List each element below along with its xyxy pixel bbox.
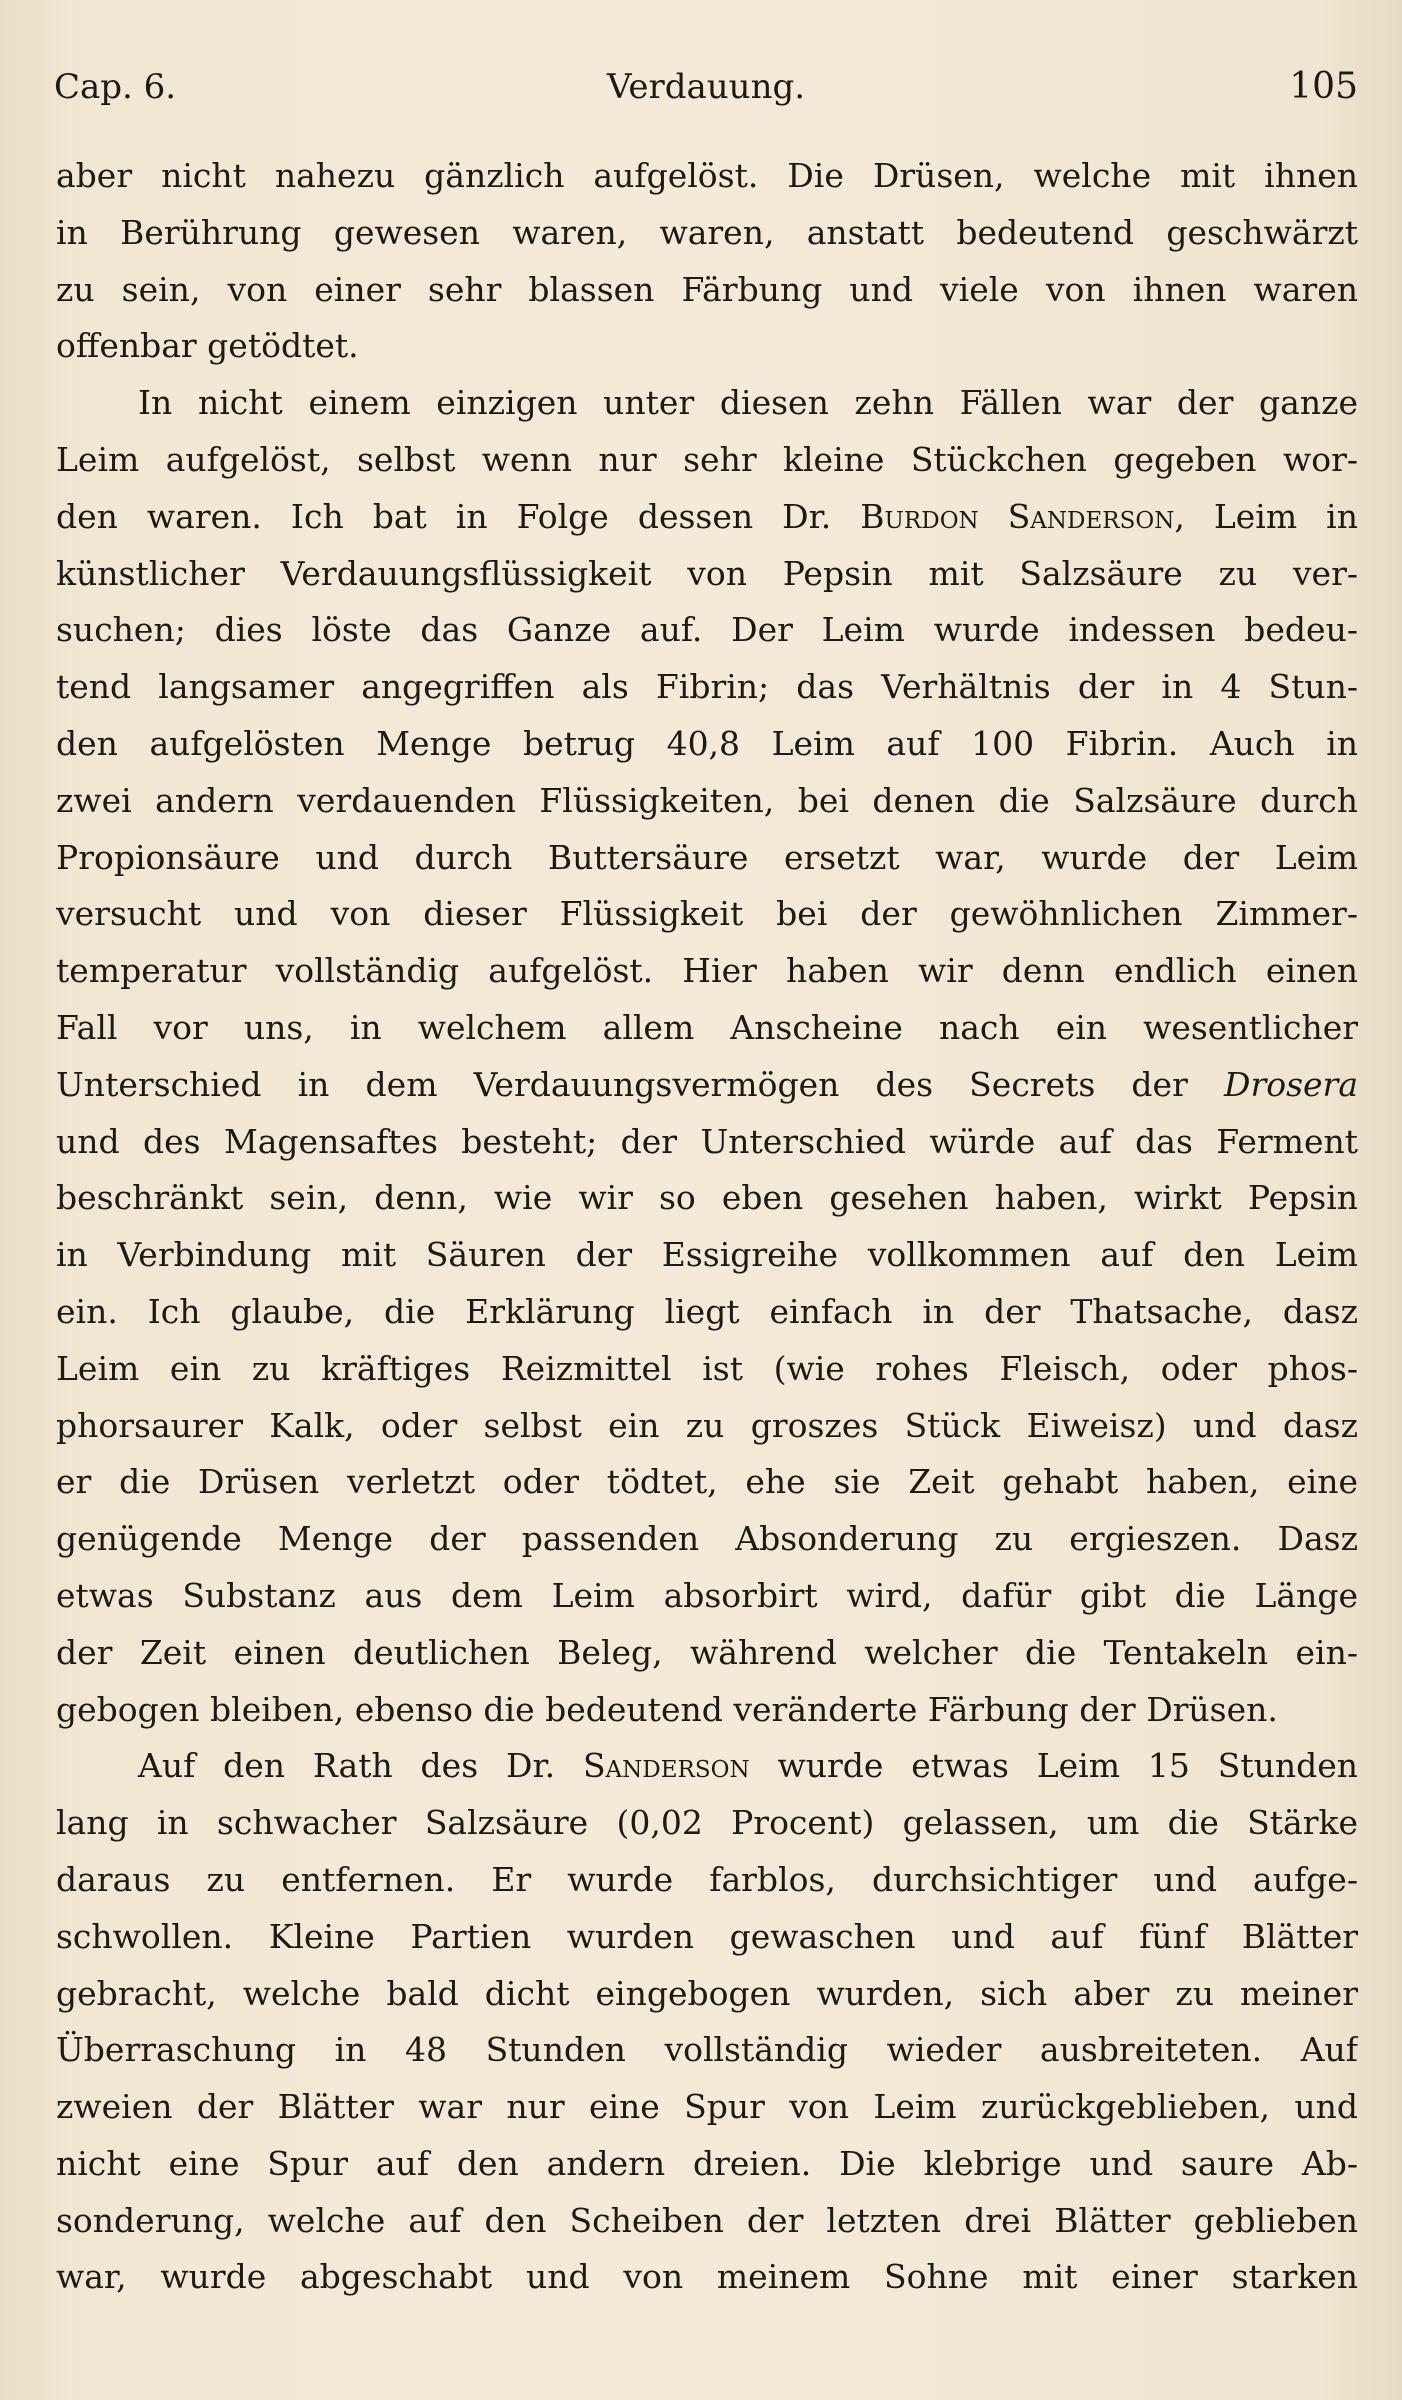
text-line: suchen; dies löste das Ganze auf. Der Leim wurde indessen bedeu- [56, 610, 1358, 650]
text-line: lang in schwacher Salzsäure (0,02 Procent) gelassen, um die Stärke [56, 1803, 1358, 1843]
text-line: in Verbindung mit Säuren der Essigreihe vollkommen auf den Leim [56, 1235, 1358, 1275]
small-caps-name: Sanderson [582, 1746, 750, 1786]
text-line: der Zeit einen deutlichen Beleg, während welcher die Tentakeln ein- [56, 1632, 1358, 1672]
text-line: Überraschung in 48 Stunden vollständig wieder ausbreiteten. Auf [56, 2030, 1358, 2070]
text-line: war, wurde abgeschabt und von meinem Sohne mit einer starken [56, 2257, 1358, 2297]
text-line: Leim aufgelöst, selbst wenn nur sehr kleine Stückchen gegeben wor- [56, 439, 1358, 479]
text-line: gebogen bleiben, ebenso die bedeutend veränderte Färbung der Drüsen. [56, 1689, 1278, 1729]
text-line: Unterschied in dem Verdauungsvermögen des Secrets der Drosera [56, 1064, 1358, 1104]
text-line: etwas Substanz aus dem Leim absorbirt wird, dafür gibt die Länge [56, 1575, 1358, 1615]
text-line: beschränkt sein, denn, wie wir so eben gesehen haben, wirkt Pepsin [56, 1178, 1358, 1218]
text-line: Fall vor uns, in welchem allem Anscheine nach ein wesentlicher [56, 1007, 1358, 1047]
text-line: nicht eine Spur auf den andern dreien. Die klebrige und saure Ab- [56, 2143, 1358, 2183]
text-line: sonderung, welche auf den Scheiben der letzten drei Blätter geblieben [56, 2200, 1358, 2240]
small-caps-name: Burdon [860, 496, 979, 536]
text-line: Leim ein zu kräftiges Reizmittel ist (wie rohes Fleisch, oder phos- [56, 1348, 1358, 1388]
chapter-label: Cap. 6. [54, 67, 177, 107]
text-line: temperatur vollständig aufgelöst. Hier haben wir denn endlich einen [56, 951, 1358, 991]
page-number: 105 [1289, 66, 1358, 107]
text-line: zwei andern verdauenden Flüssigkeiten, bei denen die Salzsäure durch [56, 780, 1358, 820]
text-line: gebracht, welche bald dicht eingebogen wurden, sich aber zu meiner [56, 1973, 1358, 2013]
small-caps-name: Sanderson [1007, 496, 1175, 536]
text-line: daraus zu entfernen. Er wurde farblos, durchsichtiger und aufge- [56, 1859, 1358, 1899]
text-line: schwollen. Kleine Partien wurden gewaschen und auf fünf Blätter [56, 1916, 1358, 1956]
text-line: und des Magensaftes besteht; der Unterschied würde auf das Ferment [56, 1121, 1358, 1161]
text-line: er die Drüsen verletzt oder tödtet, ehe sie Zeit gehabt haben, eine [56, 1462, 1358, 1502]
text-line: phorsaurer Kalk, oder selbst ein zu groszes Stück Eiweisz) und dasz [56, 1405, 1358, 1445]
text-line: versucht und von dieser Flüssigkeit bei der gewöhnlichen Zimmer- [56, 894, 1358, 934]
text-line: In nicht einem einzigen unter diesen zehn Fällen war der ganze [138, 383, 1358, 423]
text-line: Auf den Rath des Dr. Sanderson wurde etwas Leim 15 Stunden [138, 1746, 1358, 1786]
text-line: zu sein, von einer sehr blassen Färbung und viele von ihnen waren [56, 269, 1358, 309]
text-line: tend langsamer angegriffen als Fibrin; das Verhältnis der in 4 Stun- [56, 667, 1358, 707]
text-line: den waren. Ich bat in Folge dessen Dr. Burdon Sanderson, Leim in [56, 496, 1358, 536]
body-text [56, 148, 1358, 2306]
running-title: Verdauung. [606, 67, 806, 107]
text-line: ein. Ich glaube, die Erklärung liegt einfach in der Thatsache, dasz [56, 1291, 1358, 1331]
text-line: offenbar getödtet. [56, 326, 359, 366]
text-line: zweien der Blätter war nur eine Spur von Leim zurückgeblieben, und [56, 2087, 1358, 2127]
text-line: in Berührung gewesen waren, waren, anstatt bedeutend geschwärzt [56, 212, 1358, 252]
text-line: künstlicher Verdauungsflüssigkeit von Pepsin mit Salzsäure zu ver- [56, 553, 1358, 593]
text-line: genügende Menge der passenden Absonderung zu ergieszen. Dasz [56, 1519, 1358, 1559]
italic-term: Drosera [1223, 1064, 1358, 1104]
text-line: aber nicht nahezu gänzlich aufgelöst. Die Drüsen, welche mit ihnen [56, 156, 1358, 195]
text-line: den aufgelösten Menge betrug 40,8 Leim auf 100 Fibrin. Auch in [56, 723, 1358, 763]
running-header [54, 62, 1358, 112]
text-line: Propionsäure und durch Buttersäure ersetzt war, wurde der Leim [56, 837, 1358, 877]
